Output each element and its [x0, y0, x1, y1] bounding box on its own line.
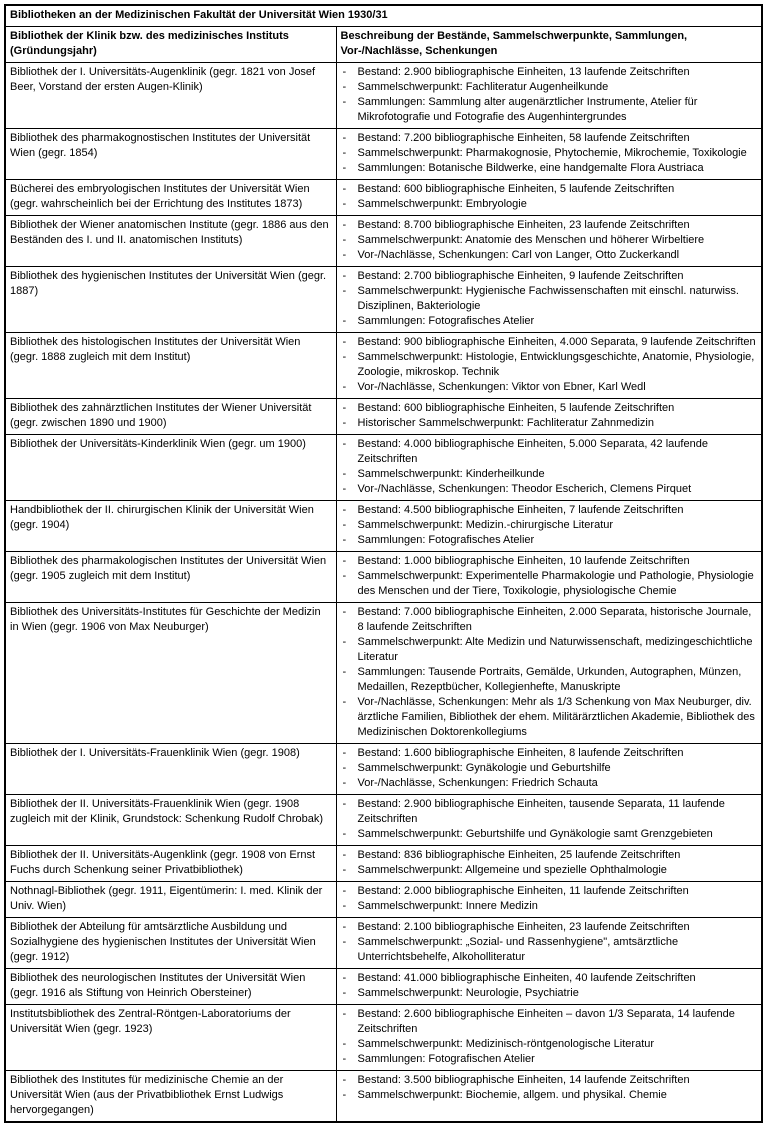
description-cell: [336, 501, 762, 552]
library-name-cell: Bibliothek des pharmakologischen Institutes der Universität Wien (gegr. 1905 zugleich mit dem Institut): [5, 552, 336, 603]
list-marker-dash: -: [342, 183, 347, 195]
list-marker-dash: -: [342, 798, 347, 810]
description-cell: [336, 435, 762, 501]
list-item: [341, 986, 758, 1001]
description-cell: [336, 1071, 762, 1123]
description-cell: [336, 552, 762, 603]
list-item: [341, 284, 758, 314]
library-name-cell: Bibliothek des neurologischen Institutes der Universität Wien (gegr. 1916 als Stiftung von Heinrich Obersteiner): [5, 969, 336, 1005]
list-item-text: Sammelschwerpunkt: Hygienische Fachwissenschaften mit einschl. naturwiss. Disziplinen, Bakteriologie: [357, 285, 739, 312]
list-item: [341, 248, 758, 263]
list-marker-dash: -: [342, 936, 347, 948]
description-cell: [336, 918, 762, 969]
list-marker-dash: -: [342, 885, 347, 897]
list-item-text: Sammelschwerpunkt: Geburtshilfe und Gynäkologie samt Grenzgebieten: [357, 828, 713, 840]
list-item: [341, 935, 758, 965]
list-item: [341, 416, 758, 431]
list-item-text: Bestand: 600 bibliographische Einheiten, 5 laufende Zeitschriften: [357, 183, 675, 195]
list-item: [341, 884, 758, 899]
table-row: [5, 129, 762, 180]
list-item-text: Bestand: 2.600 bibliographische Einheiten – davon 1/3 Separata, 14 laufende Zeitschriften: [357, 1008, 735, 1035]
list-item-text: Bestand: 2.900 bibliographische Einheiten, tausende Separata, 11 laufende Zeitschriften: [357, 798, 725, 825]
list-item-text: Sammelschwerpunkt: Gynäkologie und Geburtshilfe: [357, 762, 611, 774]
list-item-text: Sammlungen: Fotografischen Atelier: [357, 1053, 535, 1065]
list-item-text: Bestand: 900 bibliographische Einheiten, 4.000 Separata, 9 laufende Zeitschriften: [357, 336, 756, 348]
table-row: [5, 501, 762, 552]
list-item: [341, 314, 758, 329]
library-name-cell: Bibliothek des hygienischen Institutes der Universität Wien (gegr. 1887): [5, 267, 336, 333]
table-title-row: [5, 5, 762, 27]
list-item-text: Bestand: 3.500 bibliographische Einheiten, 14 laufende Zeitschriften: [357, 1074, 690, 1086]
description-cell: [336, 267, 762, 333]
list-item-text: Sammelschwerpunkt: Kinderheilkunde: [357, 468, 545, 480]
list-item-text: Bestand: 7.000 bibliographische Einheiten, 2.000 Separata, historische Journale, 8 laufende Zeitschriften: [357, 606, 752, 633]
list-item-text: Sammelschwerpunkt: Experimentelle Pharmakologie und Pathologie, Physiologie des Menschen und der Tiere, Toxikologie, physiologische Chemie: [357, 570, 754, 597]
list-marker-dash: -: [342, 864, 347, 876]
list-item-text: Sammlungen: Tausende Portraits, Gemälde, Urkunden, Autographen, Münzen, Medaillen, Rezeptbücher, Kollegienhefte, Manuskripte: [357, 666, 742, 693]
library-name-cell: Bibliothek des histologischen Institutes der Universität Wien (gegr. 1888 zugleich mit dem Institut): [5, 333, 336, 399]
list-marker-dash: -: [342, 381, 347, 393]
description-cell: [336, 180, 762, 216]
list-marker-dash: -: [342, 534, 347, 546]
list-item: [341, 182, 758, 197]
list-marker-dash: -: [342, 219, 347, 231]
libraries-table: [4, 4, 763, 1123]
table-row: [5, 333, 762, 399]
list-marker-dash: -: [342, 849, 347, 861]
list-marker-dash: -: [342, 762, 347, 774]
list-marker-dash: -: [342, 747, 347, 759]
list-marker-dash: -: [342, 570, 347, 582]
list-item-text: Sammelschwerpunkt: Medizinisch-röntgenologische Literatur: [357, 1038, 655, 1050]
list-marker-dash: -: [342, 1089, 347, 1101]
table-header-row: [5, 27, 762, 63]
list-marker-dash: -: [342, 336, 347, 348]
list-marker-dash: -: [342, 468, 347, 480]
list-item: [341, 95, 758, 125]
list-item-text: Sammelschwerpunkt: Fachliteratur Augenheilkunde: [357, 81, 609, 93]
list-marker-dash: -: [342, 96, 347, 108]
list-item-text: Sammelschwerpunkt: Embryologie: [357, 198, 527, 210]
list-item: [341, 380, 758, 395]
list-item: [341, 920, 758, 935]
list-item: [341, 503, 758, 518]
list-item: [341, 269, 758, 284]
list-item-text: Sammelschwerpunkt: Medizin.-chirurgische Literatur: [357, 519, 614, 531]
list-item: [341, 569, 758, 599]
list-item-text: Sammlungen: Botanische Bildwerke, eine handgemalte Flora Austriaca: [357, 162, 704, 174]
table-row: [5, 918, 762, 969]
description-cell: [336, 882, 762, 918]
list-item-text: Bestand: 600 bibliographische Einheiten, 5 laufende Zeitschriften: [357, 402, 675, 414]
list-item: [341, 1073, 758, 1088]
table-body: [5, 63, 762, 1123]
list-item-text: Bestand: 2.900 bibliographische Einheiten, 13 laufende Zeitschriften: [357, 66, 690, 78]
library-name-cell: Bibliothek der II. Universitäts-Frauenklinik Wien (gegr. 1908 zugleich mit der Klinik, Grundstock: Schenkung Rudolf Chrobak): [5, 795, 336, 846]
list-item-text: Sammelschwerpunkt: Innere Medizin: [357, 900, 538, 912]
list-item-text: Bestand: 41.000 bibliographische Einheiten, 40 laufende Zeitschriften: [357, 972, 696, 984]
library-name-cell: Bücherei des embryologischen Institutes der Universität Wien (gegr. wahrscheinlich bei der Errichtung des Institutes 1873): [5, 180, 336, 216]
list-item: [341, 776, 758, 791]
list-marker-dash: -: [342, 921, 347, 933]
list-marker-dash: -: [342, 519, 347, 531]
list-item-text: Sammelschwerpunkt: Allgemeine und spezielle Ophthalmologie: [357, 864, 667, 876]
description-cell: [336, 603, 762, 744]
table-row: [5, 846, 762, 882]
list-item-text: Sammelschwerpunkt: Histologie, Entwicklungsgeschichte, Anatomie, Physiologie, Zoologie, mikroskop. Technik: [357, 351, 755, 378]
list-marker-dash: -: [342, 315, 347, 327]
table-row: [5, 435, 762, 501]
list-item: [341, 665, 758, 695]
description-cell: [336, 795, 762, 846]
list-item-text: Vor-/Nachlässe, Schenkungen: Viktor von Ebner, Karl Wedl: [357, 381, 646, 393]
list-item-text: Bestand: 1.600 bibliographische Einheiten, 8 laufende Zeitschriften: [357, 747, 684, 759]
list-item: [341, 518, 758, 533]
list-marker-dash: -: [342, 81, 347, 93]
list-item-text: Sammlungen: Fotografisches Atelier: [357, 534, 535, 546]
table-row: [5, 1005, 762, 1071]
description-cell: [336, 63, 762, 129]
list-item: [341, 848, 758, 863]
description-cell: [336, 744, 762, 795]
list-item-text: Bestand: 4.000 bibliographische Einheiten, 5.000 Separata, 42 laufende Zeitschriften: [357, 438, 708, 465]
list-item: [341, 1037, 758, 1052]
library-name-cell: Bibliothek der Wiener anatomischen Institute (gegr. 1886 aus den Beständen des I. und II. anatomischen Instituts): [5, 216, 336, 267]
table-row: [5, 180, 762, 216]
table-row: [5, 63, 762, 129]
list-item: [341, 482, 758, 497]
list-item: [341, 899, 758, 914]
list-marker-dash: -: [342, 1008, 347, 1020]
table-row: [5, 216, 762, 267]
list-marker-dash: -: [342, 234, 347, 246]
description-cell: [336, 846, 762, 882]
library-name-cell: Bibliothek der II. Universitäts-Augenklink (gegr. 1908 von Ernst Fuchs durch Schenkung seiner Privatbibliothek): [5, 846, 336, 882]
list-item: [341, 827, 758, 842]
library-name-cell: Bibliothek des zahnärztlichen Institutes der Wiener Universität (gegr. zwischen 1890 und 1900): [5, 399, 336, 435]
list-item-text: Vor-/Nachlässe, Schenkungen: Theodor Escherich, Clemens Pirquet: [357, 483, 692, 495]
list-marker-dash: -: [342, 270, 347, 282]
list-marker-dash: -: [342, 147, 347, 159]
document-page: [4, 4, 761, 1123]
list-item-text: Sammelschwerpunkt: Neurologie, Psychiatrie: [357, 987, 579, 999]
list-marker-dash: -: [342, 555, 347, 567]
list-marker-dash: -: [342, 972, 347, 984]
list-item: [341, 197, 758, 212]
description-cell: [336, 129, 762, 180]
list-item-text: Sammelschwerpunkt: Biochemie, allgem. und physikal. Chemie: [357, 1089, 667, 1101]
library-name-cell: Institutsbibliothek des Zentral-Röntgen-Laboratoriums der Universität Wien (gegr. 1923): [5, 1005, 336, 1071]
description-cell: [336, 969, 762, 1005]
table-row: [5, 267, 762, 333]
list-item: [341, 161, 758, 176]
list-item-text: Sammelschwerpunkt: Pharmakognosie, Phytochemie, Mikrochemie, Toxikologie: [357, 147, 747, 159]
list-marker-dash: -: [342, 504, 347, 516]
list-item-text: Bestand: 2.700 bibliographische Einheiten, 9 laufende Zeitschriften: [357, 270, 684, 282]
table-row: [5, 795, 762, 846]
library-name-cell: Bibliothek des Institutes für medizinische Chemie an der Universität Wien (aus der Privatbibliothek Ernst Ludwigs hervorgegangen): [5, 1071, 336, 1123]
description-cell: [336, 333, 762, 399]
list-marker-dash: -: [342, 351, 347, 363]
description-cell: [336, 1005, 762, 1071]
list-marker-dash: -: [342, 198, 347, 210]
list-marker-dash: -: [342, 438, 347, 450]
list-item-text: Sammelschwerpunkt: Alte Medizin und Naturwissenschaft, medizingeschichtliche Literatur: [357, 636, 753, 663]
list-item: [341, 797, 758, 827]
library-name-cell: Bibliothek der I. Universitäts-Frauenklinik Wien (gegr. 1908): [5, 744, 336, 795]
library-name-cell: Bibliothek der I. Universitäts-Augenklinik (gegr. 1821 von Josef Beer, Vorstand der ersten Augen-Klinik): [5, 63, 336, 129]
table-row: [5, 552, 762, 603]
list-item: [341, 131, 758, 146]
list-marker-dash: -: [342, 606, 347, 618]
list-item: [341, 350, 758, 380]
list-item-text: Bestand: 8.700 bibliographische Einheiten, 23 laufende Zeitschriften: [357, 219, 690, 231]
table-row: [5, 969, 762, 1005]
list-item-text: Bestand: 2.100 bibliographische Einheiten, 23 laufende Zeitschriften: [357, 921, 690, 933]
list-item-text: Sammlungen: Sammlung alter augenärztlicher Instrumente, Atelier für Mikrofotografie und Fotografie des Augenhintergrundes: [357, 96, 698, 123]
list-item: [341, 335, 758, 350]
list-item: [341, 971, 758, 986]
list-item: [341, 863, 758, 878]
list-item: [341, 1052, 758, 1067]
list-marker-dash: -: [342, 132, 347, 144]
list-item-text: Sammelschwerpunkt: „Sozial- und Rassenhygiene", amtsärztliche Unterrichtsbehelfe, Alkoholliteratur: [357, 936, 679, 963]
list-item: [341, 233, 758, 248]
list-item: [341, 218, 758, 233]
list-marker-dash: -: [342, 666, 347, 678]
column-header-library: Bibliothek der Klinik bzw. des medizinisches Instituts (Gründungsjahr): [5, 27, 336, 63]
list-marker-dash: -: [342, 1074, 347, 1086]
list-marker-dash: -: [342, 828, 347, 840]
list-item: [341, 65, 758, 80]
list-item-text: Sammelschwerpunkt: Anatomie des Menschen und höherer Wirbeltiere: [357, 234, 705, 246]
list-item-text: Vor-/Nachlässe, Schenkungen: Mehr als 1/3 Schenkung von Max Neuburger, div. ärztliche Familien, Bibliothek der ehem. Militärärztlichen Akademie, Bibliothek des Medizinischen Doktorenkollegiums: [357, 696, 755, 738]
list-marker-dash: -: [342, 402, 347, 414]
list-item-text: Vor-/Nachlässe, Schenkungen: Carl von Langer, Otto Zuckerkandl: [357, 249, 680, 261]
list-item: [341, 467, 758, 482]
table-title: Bibliotheken an der Medizinischen Fakultät der Universität Wien 1930/31: [5, 5, 762, 27]
list-marker-dash: -: [342, 249, 347, 261]
list-item-text: Historischer Sammelschwerpunkt: Fachliteratur Zahnmedizin: [357, 417, 654, 429]
list-item: [341, 1007, 758, 1037]
list-marker-dash: -: [342, 636, 347, 648]
table-row: [5, 1071, 762, 1123]
table-row: [5, 399, 762, 435]
library-name-cell: Bibliothek des Universitäts-Institutes für Geschichte der Medizin in Wien (gegr. 1906 von Max Neuburger): [5, 603, 336, 744]
library-name-cell: Bibliothek des pharmakognostischen Institutes der Universität Wien (gegr. 1854): [5, 129, 336, 180]
description-cell: [336, 216, 762, 267]
description-cell: [336, 399, 762, 435]
list-marker-dash: -: [342, 777, 347, 789]
list-marker-dash: -: [342, 285, 347, 297]
list-item: [341, 761, 758, 776]
list-marker-dash: -: [342, 696, 347, 708]
list-marker-dash: -: [342, 417, 347, 429]
list-item-text: Bestand: 2.000 bibliographische Einheiten, 11 laufende Zeitschriften: [357, 885, 689, 897]
library-name-cell: Bibliothek der Universitäts-Kinderklinik Wien (gegr. um 1900): [5, 435, 336, 501]
list-marker-dash: -: [342, 483, 347, 495]
list-item-text: Bestand: 7.200 bibliographische Einheiten, 58 laufende Zeitschriften: [357, 132, 690, 144]
list-item-text: Bestand: 1.000 bibliographische Einheiten, 10 laufende Zeitschriften: [357, 555, 690, 567]
list-item-text: Bestand: 836 bibliographische Einheiten, 25 laufende Zeitschriften: [357, 849, 681, 861]
table-row: [5, 603, 762, 744]
list-item-text: Bestand: 4.500 bibliographische Einheiten, 7 laufende Zeitschriften: [357, 504, 684, 516]
list-marker-dash: -: [342, 1053, 347, 1065]
list-item: [341, 1088, 758, 1103]
list-item: [341, 401, 758, 416]
library-name-cell: Nothnagl-Bibliothek (gegr. 1911, Eigentümerin: I. med. Klinik der Univ. Wien): [5, 882, 336, 918]
list-item: [341, 437, 758, 467]
library-name-cell: Handbibliothek der II. chirurgischen Klinik der Universität Wien (gegr. 1904): [5, 501, 336, 552]
list-item: [341, 533, 758, 548]
library-name-cell: Bibliothek der Abteilung für amtsärztliche Ausbildung und Sozialhygiene des hygienischen Institutes der Universität Wien (gegr. 1912): [5, 918, 336, 969]
list-marker-dash: -: [342, 987, 347, 999]
list-item: [341, 695, 758, 740]
list-item: [341, 554, 758, 569]
list-item: [341, 605, 758, 635]
list-marker-dash: -: [342, 66, 347, 78]
table-row: [5, 882, 762, 918]
list-marker-dash: -: [342, 162, 347, 174]
column-header-description: Beschreibung der Bestände, Sammelschwerpunkte, Sammlungen, Vor-/Nachlässe, Schenkungen: [336, 27, 762, 63]
list-item: [341, 146, 758, 161]
list-item-text: Sammlungen: Fotografisches Atelier: [357, 315, 535, 327]
list-marker-dash: -: [342, 900, 347, 912]
table-row: [5, 744, 762, 795]
list-marker-dash: -: [342, 1038, 347, 1050]
list-item: [341, 746, 758, 761]
list-item: [341, 80, 758, 95]
list-item-text: Vor-/Nachlässe, Schenkungen: Friedrich Schauta: [357, 777, 598, 789]
list-item: [341, 635, 758, 665]
